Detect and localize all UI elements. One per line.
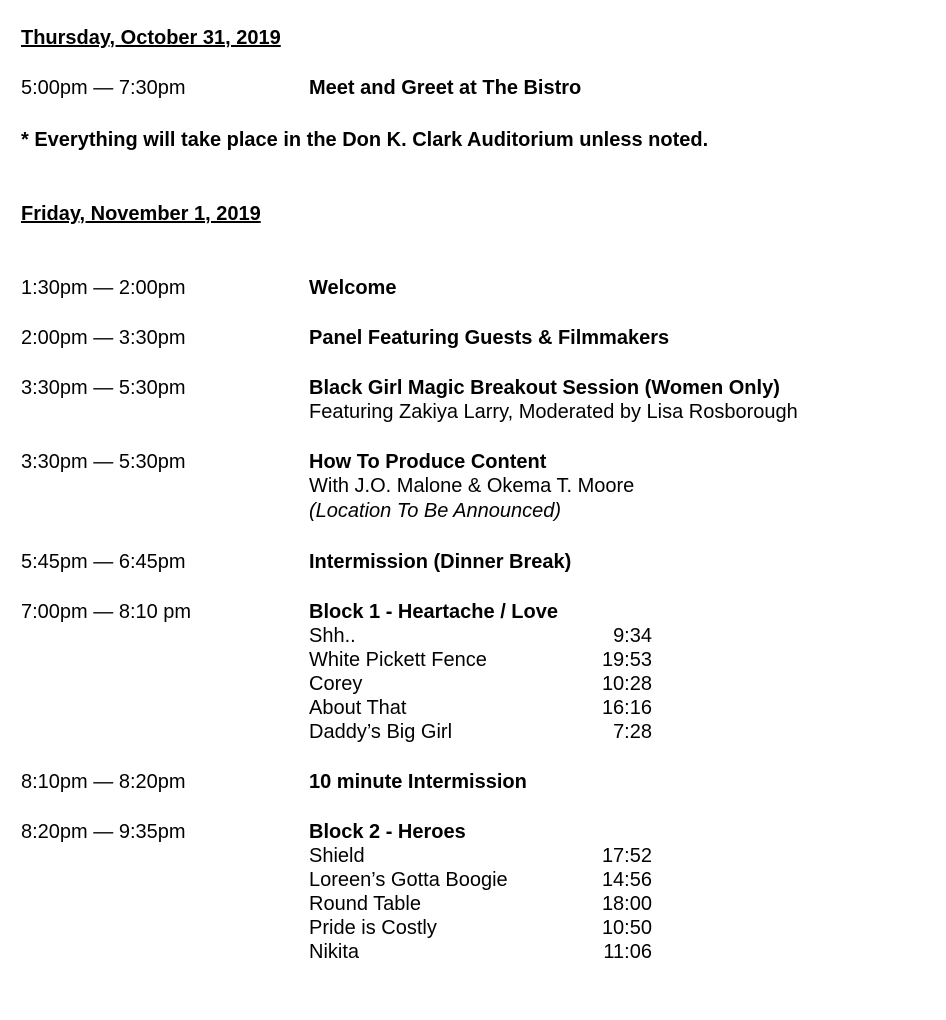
event-title: Black Girl Magic Breakout Session (Women Only) xyxy=(309,377,780,399)
event-detail: With J.O. Malone & Okema T. Moore xyxy=(309,475,635,497)
event-time: 3:30pm — 5:30pm xyxy=(21,451,186,473)
film-row xyxy=(309,868,652,892)
film-duration: 19:53 xyxy=(601,649,652,671)
day-heading-thursday: Thursday, October 31, 2019 xyxy=(21,27,281,49)
film-title: Shield xyxy=(309,845,365,867)
event-title: Meet and Greet at The Bistro xyxy=(309,77,582,99)
film-list-block-2 xyxy=(309,844,652,964)
film-duration: 9:34 xyxy=(613,625,652,647)
film-row xyxy=(309,892,652,916)
film-duration: 11:06 xyxy=(603,941,652,963)
block-title: Block 1 - Heartache / Love xyxy=(309,601,558,623)
film-title: Nikita xyxy=(309,941,360,963)
film-title: About That xyxy=(309,697,407,719)
film-title: Round Table xyxy=(309,893,421,915)
event-time: 3:30pm — 5:30pm xyxy=(21,377,186,399)
film-duration: 18:00 xyxy=(601,893,652,915)
block-title: Block 2 - Heroes xyxy=(309,821,466,843)
film-row xyxy=(309,720,652,744)
event-time: 5:00pm — 7:30pm xyxy=(21,77,186,99)
day-heading-friday: Friday, November 1, 2019 xyxy=(21,203,261,225)
event-title: How To Produce Content xyxy=(309,451,547,473)
film-list-block-1 xyxy=(309,624,652,744)
film-duration: 10:28 xyxy=(601,673,652,695)
film-title: White Pickett Fence xyxy=(309,649,487,671)
film-duration: 14:56 xyxy=(601,869,652,891)
event-title: Intermission (Dinner Break) xyxy=(309,551,572,573)
film-duration: 7:28 xyxy=(613,721,652,743)
film-duration: 16:16 xyxy=(601,697,652,719)
film-row xyxy=(309,844,652,868)
film-title: Loreen’s Gotta Boogie xyxy=(309,869,508,891)
film-row xyxy=(309,696,652,720)
film-row xyxy=(309,624,652,648)
event-title: 10 minute Intermission xyxy=(309,771,527,793)
film-row xyxy=(309,916,652,940)
event-time: 1:30pm — 2:00pm xyxy=(21,277,186,299)
event-time: 2:00pm — 3:30pm xyxy=(21,327,186,349)
location-note: * Everything will take place in the Don K. Clark Auditorium unless noted. xyxy=(21,129,709,151)
event-detail: Featuring Zakiya Larry, Moderated by Lisa Rosborough xyxy=(309,401,798,423)
film-title: Corey xyxy=(309,673,363,695)
film-row xyxy=(309,940,652,964)
film-duration: 17:52 xyxy=(601,845,652,867)
event-title: Panel Featuring Guests & Filmmakers xyxy=(309,327,670,349)
event-title: Welcome xyxy=(309,277,397,299)
film-row xyxy=(309,648,652,672)
film-title: Pride is Costly xyxy=(309,917,437,939)
film-row xyxy=(309,672,652,696)
event-time: 5:45pm — 6:45pm xyxy=(21,551,186,573)
event-time: 8:20pm — 9:35pm xyxy=(21,821,186,843)
event-time: 8:10pm — 8:20pm xyxy=(21,771,186,793)
event-location: (Location To Be Announced) xyxy=(309,500,562,522)
film-title: Shh.. xyxy=(309,625,356,647)
film-duration: 10:50 xyxy=(601,917,652,939)
event-time: 7:00pm — 8:10 pm xyxy=(21,601,192,623)
film-title: Daddy’s Big Girl xyxy=(309,721,453,743)
